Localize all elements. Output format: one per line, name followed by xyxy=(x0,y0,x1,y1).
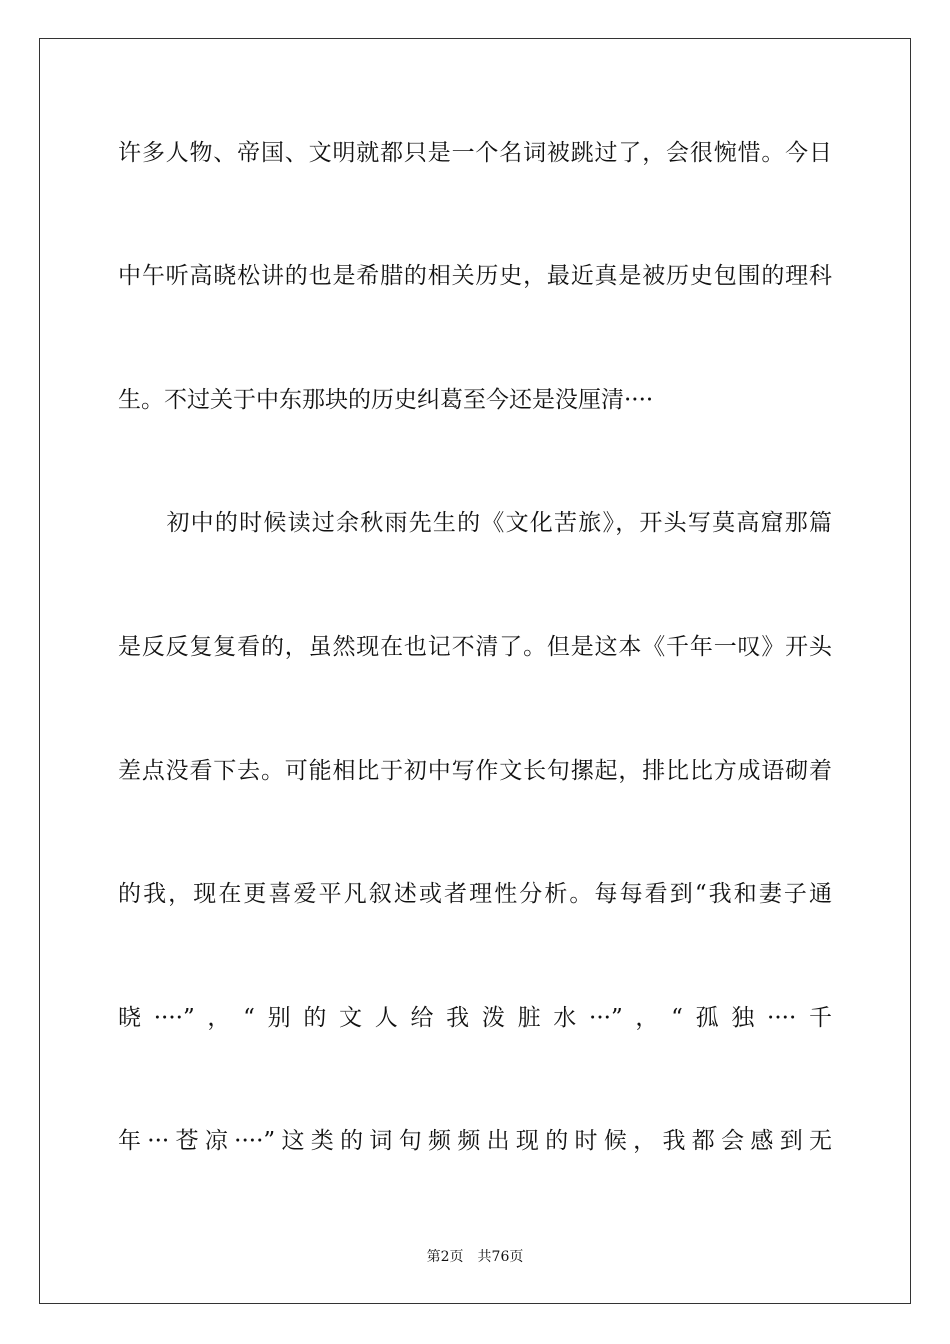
paragraph-line: 晓····”，“别的文人给我泼脏水···”，“孤独····千 xyxy=(118,1005,832,1031)
paragraph-line: 初中的时候读过余秋雨先生的《文化苦旅》，开头写莫高窟那篇 xyxy=(118,510,832,536)
page-footer xyxy=(0,1248,950,1266)
paragraph-line: 中午听高晓松讲的也是希腊的相关历史，最近真是被历史包围的理科 xyxy=(118,263,832,289)
paragraph-line: 生。不过关于中东那块的历史纠葛至今还是没厘清···· xyxy=(118,387,654,413)
page-total: 共76页 xyxy=(477,1249,524,1265)
page-number: 第2页 xyxy=(426,1249,464,1265)
paragraph-line: 许多人物、帝国、文明就都只是一个名词被跳过了，会很惋惜。今日 xyxy=(118,140,832,166)
paragraph-line: 的我，现在更喜爱平凡叙述或者理性分析。每每看到“我和妻子通 xyxy=(118,881,832,907)
page-border xyxy=(39,38,911,1304)
paragraph-line: 年···苍凉····”这类的词句频频出现的时候，我都会感到无 xyxy=(118,1128,832,1154)
paragraph-line: 差点没看下去。可能相比于初中写作文长句摞起，排比比方成语砌着 xyxy=(118,758,832,784)
paragraph-line: 是反反复复看的，虽然现在也记不清了。但是这本《千年一叹》开头 xyxy=(118,634,832,660)
